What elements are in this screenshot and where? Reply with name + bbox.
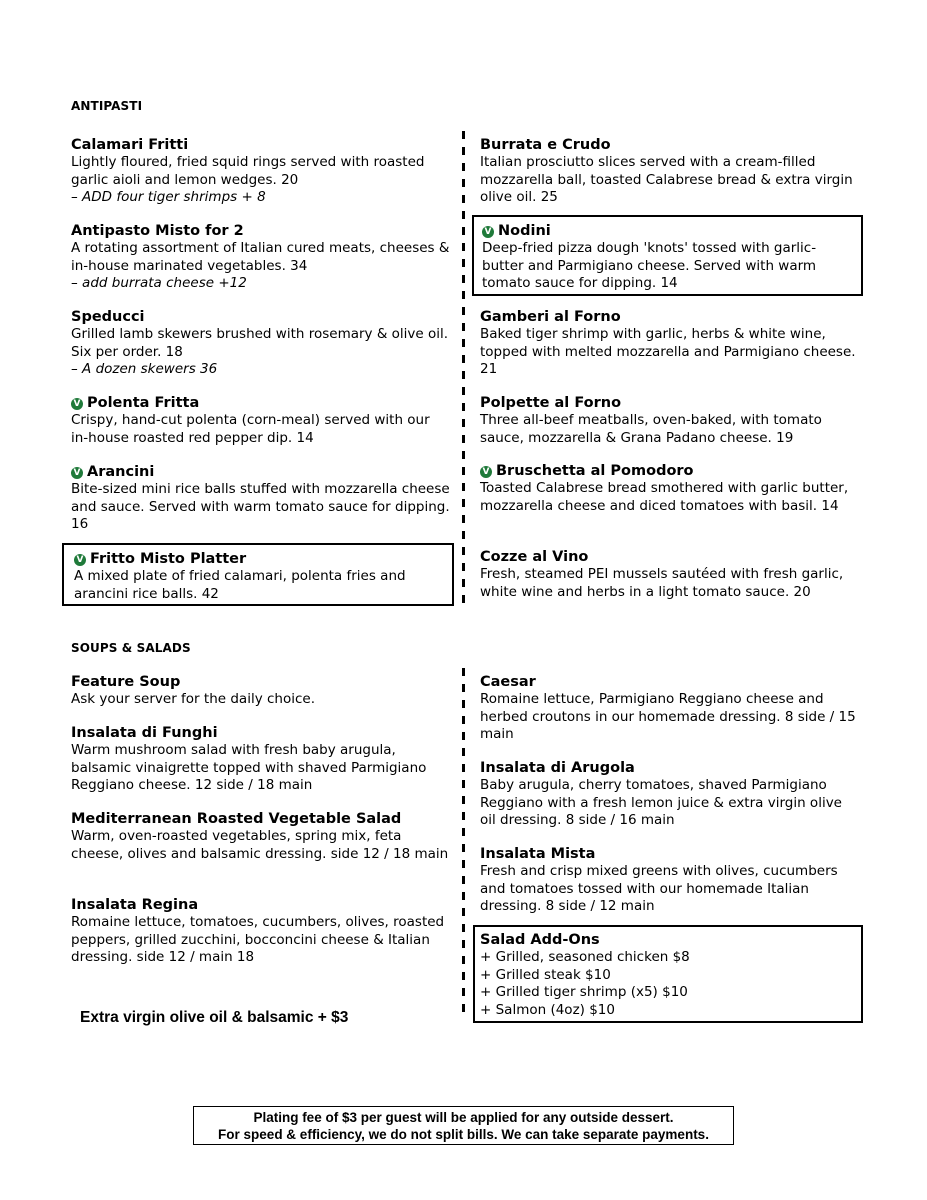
item-note: – add burrata cheese +12 [71, 275, 247, 291]
menu-item-calamari-fritti [71, 136, 451, 207]
vegetarian-icon: V [480, 466, 492, 478]
antipasti-heading: ANTIPASTI [71, 99, 143, 113]
item-description: Bite-sized mini rice balls stuffed with mozzarella cheese and sauce. Served with warm tomato sauce for dipping. 16 [71, 481, 450, 532]
vegetarian-icon: V [482, 226, 494, 238]
item-name: Mediterranean Roasted Vegetable Salad [71, 811, 402, 827]
item-description: Lightly floured, fried squid rings served with roasted garlic aioli and lemon wedges. 20 [71, 154, 425, 188]
soups-column-divider [462, 668, 465, 1020]
vegetarian-icon: V [71, 398, 83, 410]
item-description: Romaine lettuce, Parmigiano Reggiano cheese and herbed croutons in our homemade dressing. 8 side / 15 main [480, 691, 856, 742]
item-name: Polpette al Forno [480, 395, 622, 411]
menu-item-caesar [480, 673, 860, 744]
menu-item-nodini [472, 215, 863, 296]
item-name: Insalata di Funghi [71, 725, 218, 741]
menu-item-insalata-di-arugola [480, 759, 860, 830]
menu-item-polpette-al-forno [480, 394, 860, 447]
soups-salads-heading: SOUPS & SALADS [71, 641, 191, 655]
add-on-item: + Grilled, seasoned chicken $8 [480, 949, 690, 965]
add-on-item: + Grilled steak $10 [480, 966, 611, 983]
item-name: Insalata Mista [480, 846, 596, 862]
item-name-text: Polenta Fritta [87, 395, 200, 411]
item-description: Baked tiger shrimp with garlic, herbs & white wine, topped with melted mozzarella and Parmigiano cheese. 21 [480, 326, 856, 377]
antipasti-column-divider [462, 131, 465, 603]
item-name: Insalata Regina [71, 897, 199, 913]
fee-line-2: For speed & efficiency, we do not split bills. We can take separate payments. [218, 1127, 709, 1142]
menu-item-gamberi-al-forno [480, 308, 860, 379]
item-name-text: Arancini [87, 464, 155, 480]
item-description: Baby arugula, cherry tomatoes, shaved Parmigiano Reggiano with a fresh lemon juice & extra virgin olive oil dressing. 8 side / 16 main [480, 777, 842, 828]
item-name [74, 550, 446, 568]
item-name: Speducci [71, 309, 145, 325]
item-description: Italian prosciutto slices served with a cream-filled mozzarella ball, toasted Calabrese bread & extra virgin olive oil. 25 [480, 154, 853, 205]
item-name: Antipasto Misto for 2 [71, 223, 244, 239]
item-name [480, 462, 860, 480]
menu-item-fritto-misto-platter [62, 543, 454, 606]
fee-line-1: Plating fee of $3 per guest will be applied for any outside dessert. [253, 1110, 674, 1125]
item-name: Gamberi al Forno [480, 309, 621, 325]
menu-item-feature-soup [71, 673, 451, 709]
salad-add-ons-box [473, 925, 863, 1023]
item-name [482, 222, 855, 240]
item-description: A mixed plate of fried calamari, polenta fries and arancini rice balls. 42 [74, 568, 406, 602]
item-description: Fresh and crisp mixed greens with olives, cucumbers and tomatoes tossed with our homemade Italian dressing. 8 side / 12 main [480, 863, 838, 914]
menu-item-arancini [71, 463, 451, 534]
menu-item-cozze-al-vino [480, 548, 860, 601]
item-description: Toasted Calabrese bread smothered with garlic butter, mozzarella cheese and diced tomatoes with basil. 14 [480, 480, 849, 514]
item-description: Romaine lettuce, tomatoes, cucumbers, olives, roasted peppers, grilled zucchini, bocconcini cheese & Italian dressing. side 12 / main 18 [71, 914, 445, 965]
item-description: Warm mushroom salad with fresh baby arugula, balsamic vinaigrette topped with shaved Parmigiano Reggiano cheese. 12 side / 18 main [71, 742, 427, 793]
menu-item-insalata-regina [71, 896, 451, 967]
add-on-item: + Salmon (4oz) $10 [480, 1001, 615, 1018]
item-name-text: Fritto Misto Platter [90, 551, 247, 567]
menu-item-antipasto-misto [71, 222, 451, 293]
item-description: Ask your server for the daily choice. [71, 691, 315, 707]
menu-item-mediterranean-salad [71, 810, 451, 863]
menu-item-speducci [71, 308, 451, 379]
item-description: Crispy, hand-cut polenta (corn-meal) served with our in-house roasted red pepper dip. 14 [71, 412, 430, 446]
item-name-text: Bruschetta al Pomodoro [496, 463, 694, 479]
menu-item-polenta-fritta [71, 394, 451, 447]
item-description: Three all-beef meatballs, oven-baked, with tomato sauce, mozzarella & Grana Padano cheese. 19 [480, 412, 822, 446]
item-name: Caesar [480, 674, 536, 690]
add-ons-title: Salad Add-Ons [480, 932, 600, 948]
item-name: Burrata e Crudo [480, 137, 611, 153]
item-description: Deep-fried pizza dough 'knots' tossed with garlic-butter and Parmigiano cheese. Served with warm tomato sauce for dipping. 14 [482, 240, 817, 291]
item-name: Cozze al Vino [480, 549, 589, 565]
item-name: Feature Soup [71, 674, 181, 690]
vegetarian-icon: V [74, 554, 86, 566]
item-name: Insalata di Arugola [480, 760, 635, 776]
item-description: A rotating assortment of Italian cured meats, cheeses & in-house marinated vegetables. 34 [71, 240, 450, 274]
menu-item-burrata-e-crudo [480, 136, 860, 207]
menu-item-insalata-di-funghi [71, 724, 451, 795]
item-description: Fresh, steamed PEI mussels sautéed with fresh garlic, white wine and herbs in a light tomato sauce. 20 [480, 566, 844, 600]
item-description: Grilled lamb skewers brushed with rosemary & olive oil. Six per order. 18 [71, 326, 449, 360]
item-name [71, 394, 451, 412]
item-name [71, 463, 451, 481]
vegetarian-icon: V [71, 467, 83, 479]
add-on-item: + Grilled tiger shrimp (x5) $10 [480, 984, 688, 1000]
item-description: Warm, oven-roasted vegetables, spring mix, feta cheese, olives and balsamic dressing. side 12 / 18 main [71, 828, 449, 862]
item-name: Calamari Fritti [71, 137, 189, 153]
menu-item-bruschetta [480, 462, 860, 515]
item-note: – ADD four tiger shrimps + 8 [71, 189, 266, 205]
item-name-text: Nodini [498, 223, 551, 239]
item-note: – A dozen skewers 36 [71, 361, 218, 377]
plating-fee-notice [193, 1106, 734, 1145]
menu-item-insalata-mista [480, 845, 860, 916]
olive-oil-note: Extra virgin olive oil & balsamic + $3 [80, 1009, 349, 1026]
